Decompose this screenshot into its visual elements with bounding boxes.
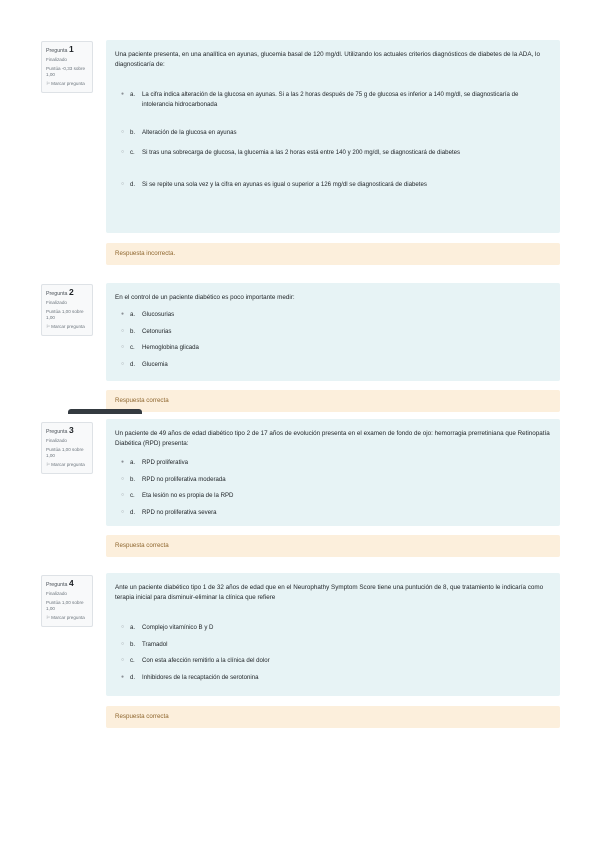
answer-text: Glucosurias: [142, 311, 175, 318]
question-number: Pregunta 3: [46, 425, 74, 435]
flag-icon: ⚐: [46, 81, 51, 86]
radio-icon[interactable]: ○: [121, 129, 125, 135]
answer-text: Con esta afección remitirlo a la clínica del dolor: [142, 657, 270, 664]
answer-option-c[interactable]: ○ c. Hemoglobina glicada: [121, 344, 199, 351]
question-grade: Puntúa -0,33 sobre 1,00: [46, 66, 86, 77]
question-info: [41, 41, 93, 93]
answer-text: Alteración de la glucosa en ayunas: [142, 129, 237, 136]
answer-option-a[interactable]: ● a. RPD proliferativa: [121, 459, 189, 466]
flag-question-link[interactable]: ⚐Marcar pregunta: [46, 462, 85, 467]
flag-icon: ⚐: [46, 324, 51, 329]
answer-option-d[interactable]: ○ d. Si se repite una sola vez y la cifra en ayunas es igual o superior a 126 mg/dl se diagnosticará de diabetes: [121, 181, 427, 188]
answer-text: Cetonurias: [142, 327, 172, 335]
question-content: [106, 573, 560, 696]
flag-icon: ⚐: [46, 462, 51, 467]
answer-option-d[interactable]: ○ d. RPD no proliferativa severa: [121, 508, 217, 516]
question-info: [41, 575, 93, 627]
question-state: Finalizado: [46, 300, 67, 305]
answer-text: Glucemia: [142, 360, 168, 368]
radio-icon[interactable]: ○: [121, 181, 125, 187]
feedback-incorrect: Respuesta incorrecta.: [106, 243, 560, 265]
radio-icon[interactable]: ○: [121, 657, 125, 663]
question-state: Finalizado: [46, 591, 67, 596]
answer-option-c[interactable]: ○ c. Si tras una sobrecarga de glucosa, la glucemia a las 2 horas está entre 140 y 200 mg/dl, se diagnosticará de diabetes: [121, 148, 461, 156]
question-grade: Puntúa 1,00 sobre 1,00: [46, 447, 84, 458]
radio-icon[interactable]: ○: [121, 327, 125, 334]
radio-icon[interactable]: ○: [121, 360, 125, 367]
answer-option-c[interactable]: ○ c. Eta lesión no es propia de la RPD: [121, 492, 234, 499]
radio-selected-icon[interactable]: ●: [121, 459, 125, 465]
radio-selected-icon[interactable]: ●: [121, 311, 125, 317]
divider-bar: [68, 409, 142, 414]
question-number: Pregunta 2: [46, 287, 74, 297]
answer-option-d[interactable]: ● d. Inhibidores de la recaptación de serotonina: [121, 673, 259, 681]
question-grade: Puntúa 1,00 sobre 1,00: [46, 309, 84, 320]
answer-text: Tramadol: [142, 640, 168, 648]
question-text: Un paciente de 49 años de edad diabético tipo 2 de 17 años de evolución presenta en el examen de fondo de ojo: hemorragia prerretiniana que Retinopatía Diabética (RPD) presenta:: [115, 430, 550, 447]
question-text: Una paciente presenta, en una analítica en ayunas, glucemia basal de 120 mg/dl. Utilizando los actuales criterios diagnósticos de diabetes de la ADA, lo diagnosticaría de:: [115, 51, 540, 68]
question-info: [41, 284, 93, 336]
question-content: [106, 283, 560, 381]
answer-text: RPD no proliferativa severa: [142, 508, 217, 516]
answer-text: La cifra indica alteración de la glucosa en ayunas. Si a las 2 horas después de 75 g de glucosa es inferior a 140 mg/dl, se diagnosticaría de intolerancia hidrocarbonada: [142, 91, 519, 108]
answer-text: Complejo vitamínico B y D: [142, 624, 214, 631]
question-grade: Puntúa 1,00 sobre 1,00: [46, 600, 84, 611]
flag-question-link[interactable]: ⚐Marcar pregunta: [46, 81, 85, 86]
radio-icon[interactable]: ○: [121, 148, 125, 155]
feedback-correct: Respuesta correcta: [106, 535, 560, 557]
flag-icon: ⚐: [46, 615, 51, 620]
answer-text: Si tras una sobrecarga de glucosa, la glucemia a las 2 horas está entre 140 y 200 mg/dl, se diagnosticará de diabetes: [142, 148, 461, 156]
answer-text: RPD proliferativa: [142, 459, 189, 466]
feedback-correct: Respuesta correcta: [106, 706, 560, 728]
answer-option-a[interactable]: ○ a. Complejo vitamínico B y D: [121, 624, 214, 631]
answer-text: Si se repite una sola vez y la cifra en ayunas es igual o superior a 126 mg/dl se diagnosticará de diabetes: [142, 181, 427, 188]
answer-option-b[interactable]: ○ b. Alteración de la glucosa en ayunas: [121, 129, 237, 136]
radio-icon[interactable]: ○: [121, 475, 125, 482]
feedback-correct: Respuesta correcta: [106, 390, 560, 412]
answer-option-b[interactable]: ○ b. Tramadol: [121, 640, 168, 648]
flag-question-link[interactable]: ⚐Marcar pregunta: [46, 324, 85, 329]
question-text: Ante un paciente diabético tipo 1 de 32 años de edad que en el Neurophathy Symptom Score tiene una puntución de 8, que tratamiento le indicaría como terapia inicial para disminuir-eliminar la clínica que refiere: [115, 584, 544, 601]
answer-text: Inhibidores de la recaptación de serotonina: [142, 673, 259, 681]
question-number: Pregunta 1: [46, 44, 74, 54]
answer-option-b[interactable]: ○ b. Cetonurias: [121, 327, 172, 335]
radio-selected-icon[interactable]: ●: [121, 91, 125, 97]
question-content: [106, 40, 560, 233]
radio-icon[interactable]: ○: [121, 640, 125, 647]
radio-icon[interactable]: ○: [121, 492, 125, 498]
answer-option-a[interactable]: ● a. Glucosurias: [121, 311, 175, 318]
radio-icon[interactable]: ○: [121, 344, 125, 350]
answer-option-a[interactable]: ● a. La cifra indica alteración de la glucosa en ayunas. Si a las 2 horas después de 75 g de glucosa es inferior a 140 mg/dl, se diagnosticaría de intolerancia hidrocarbonada: [121, 91, 519, 108]
question-info: [41, 422, 93, 474]
answer-text: Eta lesión no es propia de la RPD: [142, 492, 234, 499]
answer-option-d[interactable]: ○ d. Glucemia: [121, 360, 168, 368]
answer-option-b[interactable]: ○ b. RPD no proliferativa moderada: [121, 475, 226, 483]
question-state: Finalizado: [46, 57, 67, 62]
radio-icon[interactable]: ○: [121, 508, 125, 515]
question-text: En el control de un paciente diabético es poco importante medir:: [115, 294, 295, 301]
radio-selected-icon[interactable]: ●: [121, 673, 125, 680]
radio-icon[interactable]: ○: [121, 624, 125, 630]
answer-text: Hemoglobina glicada: [142, 344, 199, 351]
question-content: [106, 419, 560, 526]
question-number: Pregunta 4: [46, 578, 74, 588]
question-state: Finalizado: [46, 438, 67, 443]
flag-question-link[interactable]: ⚐Marcar pregunta: [46, 615, 85, 620]
answer-text: RPD no proliferativa moderada: [142, 475, 226, 483]
answer-option-c[interactable]: ○ c. Con esta afección remitirlo a la clínica del dolor: [121, 657, 270, 664]
